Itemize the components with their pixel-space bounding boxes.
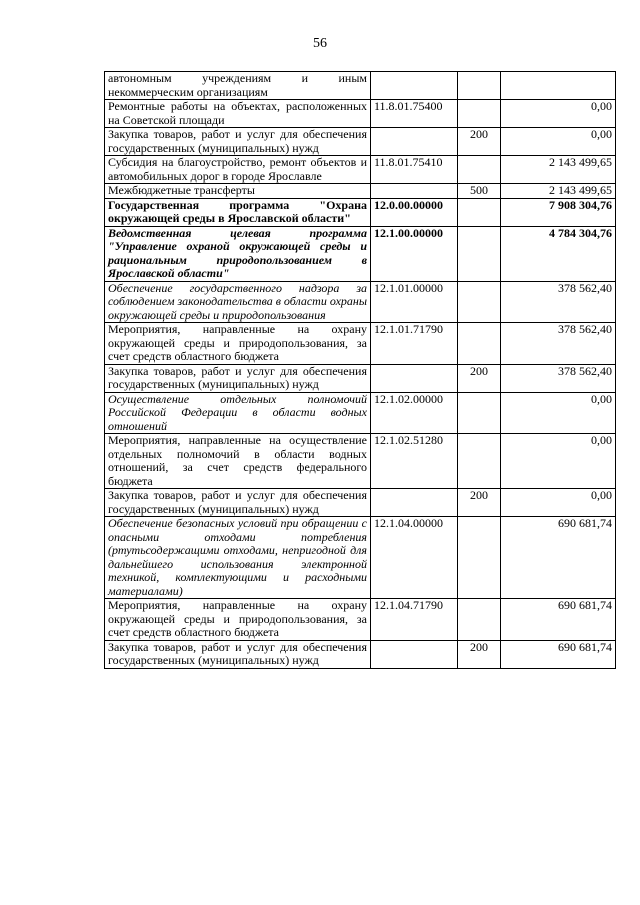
table-row <box>105 226 616 281</box>
row-amount-cell: 4 784 304,76 <box>501 226 616 281</box>
row-amount-cell: 0,00 <box>501 489 616 517</box>
row-name-cell: Закупка товаров, работ и услуг для обеспечения государственных (муниципальных) нужд <box>105 128 371 156</box>
row-name-cell: Закупка товаров, работ и услуг для обеспечения государственных (муниципальных) нужд <box>105 364 371 392</box>
table-row <box>105 392 616 434</box>
row-kvr-cell <box>458 156 501 184</box>
table-row <box>105 599 616 641</box>
row-name-cell: Мероприятия, направленные на охрану окружающей среды и природопользования, за счет средств областного бюджета <box>105 599 371 641</box>
row-amount-cell <box>501 72 616 100</box>
table-row <box>105 489 616 517</box>
table-row <box>105 184 616 199</box>
row-kvr-cell: 200 <box>458 640 501 668</box>
row-name-cell: Субсидия на благоустройство, ремонт объектов и автомобильных дорог в городе Ярославле <box>105 156 371 184</box>
row-amount-cell: 0,00 <box>501 392 616 434</box>
table-row <box>105 72 616 100</box>
row-kvr-cell <box>458 100 501 128</box>
row-name-cell: Ведомственная целевая программа "Управление охраной окружающей среды и рациональным природопользованием в Ярославской области" <box>105 226 371 281</box>
row-name-cell: Осуществление отдельных полномочий Российской Федерации в области водных отношений <box>105 392 371 434</box>
row-code-cell <box>371 184 458 199</box>
row-name-cell: Мероприятия, направленные на осуществление отдельных полномочий в области водных отношений, за счет средств федерального бюджета <box>105 434 371 489</box>
row-code-cell: 12.0.00.00000 <box>371 198 458 226</box>
row-code-cell <box>371 364 458 392</box>
row-kvr-cell: 200 <box>458 364 501 392</box>
row-name-cell: Закупка товаров, работ и услуг для обеспечения государственных (муниципальных) нужд <box>105 640 371 668</box>
row-amount-cell: 7 908 304,76 <box>501 198 616 226</box>
table-row <box>105 100 616 128</box>
row-code-cell: 12.1.00.00000 <box>371 226 458 281</box>
row-amount-cell: 0,00 <box>501 434 616 489</box>
row-name-cell: Закупка товаров, работ и услуг для обеспечения государственных (муниципальных) нужд <box>105 489 371 517</box>
row-kvr-cell: 200 <box>458 489 501 517</box>
row-code-cell <box>371 128 458 156</box>
row-kvr-cell <box>458 198 501 226</box>
row-name-cell: Мероприятия, направленные на охрану окружающей среды и природопользования, за счет средств областного бюджета <box>105 323 371 365</box>
row-kvr-cell <box>458 517 501 599</box>
budget-table-body <box>105 72 616 669</box>
row-code-cell: 12.1.04.71790 <box>371 599 458 641</box>
row-code-cell: 12.1.02.51280 <box>371 434 458 489</box>
table-row <box>105 364 616 392</box>
row-code-cell: 11.8.01.75410 <box>371 156 458 184</box>
row-code-cell: 12.1.01.71790 <box>371 323 458 365</box>
row-kvr-cell: 200 <box>458 128 501 156</box>
table-row <box>105 281 616 323</box>
table-row <box>105 434 616 489</box>
row-name-cell: автономным учреждениям и иным некоммерческим организациям <box>105 72 371 100</box>
row-amount-cell: 690 681,74 <box>501 599 616 641</box>
row-kvr-cell <box>458 599 501 641</box>
row-amount-cell: 690 681,74 <box>501 640 616 668</box>
row-code-cell: 12.1.02.00000 <box>371 392 458 434</box>
budget-table <box>104 71 616 669</box>
row-amount-cell: 378 562,40 <box>501 281 616 323</box>
row-amount-cell: 0,00 <box>501 128 616 156</box>
row-code-cell: 12.1.04.00000 <box>371 517 458 599</box>
row-name-cell: Межбюджетные трансферты <box>105 184 371 199</box>
table-row <box>105 323 616 365</box>
row-kvr-cell <box>458 392 501 434</box>
row-amount-cell: 378 562,40 <box>501 323 616 365</box>
row-kvr-cell <box>458 323 501 365</box>
row-kvr-cell <box>458 226 501 281</box>
row-amount-cell: 690 681,74 <box>501 517 616 599</box>
row-kvr-cell <box>458 281 501 323</box>
row-code-cell: 12.1.01.00000 <box>371 281 458 323</box>
row-name-cell: Обеспечение государственного надзора за соблюдением законодательства в области охраны окружающей среды и природопользования <box>105 281 371 323</box>
row-amount-cell: 378 562,40 <box>501 364 616 392</box>
row-name-cell: Обеспечение безопасных условий при обращении с опасными отходами потребления (ртутьсодержащими отходами, непригодной для дальнейшего использования электронной техникой, комплектующими и расходными материалами) <box>105 517 371 599</box>
row-code-cell <box>371 640 458 668</box>
row-name-cell: Ремонтные работы на объектах, расположенных на Советской площади <box>105 100 371 128</box>
row-amount-cell: 2 143 499,65 <box>501 156 616 184</box>
row-amount-cell: 2 143 499,65 <box>501 184 616 199</box>
table-row <box>105 156 616 184</box>
page-number: 56 <box>313 36 327 51</box>
table-row <box>105 640 616 668</box>
table-row <box>105 128 616 156</box>
row-amount-cell: 0,00 <box>501 100 616 128</box>
row-kvr-cell <box>458 72 501 100</box>
row-kvr-cell: 500 <box>458 184 501 199</box>
row-name-cell: Государственная программа "Охрана окружающей среды в Ярославской области" <box>105 198 371 226</box>
row-code-cell: 11.8.01.75400 <box>371 100 458 128</box>
table-row <box>105 198 616 226</box>
row-code-cell <box>371 72 458 100</box>
row-code-cell <box>371 489 458 517</box>
table-row <box>105 517 616 599</box>
row-kvr-cell <box>458 434 501 489</box>
